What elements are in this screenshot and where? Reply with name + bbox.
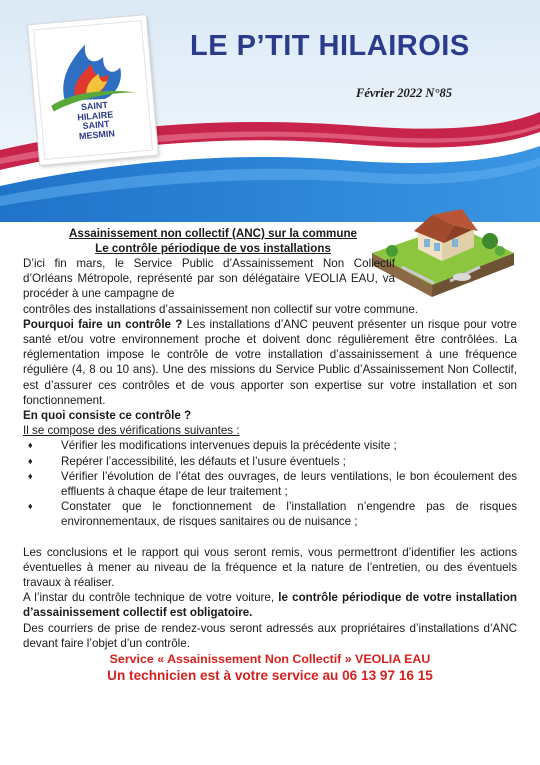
diamond-bullet-icon: ♦ bbox=[28, 440, 33, 451]
mail-paragraph: Des courriers de prise de rendez-vous seront adressés aux propriétaires d’installations d’ANC devant faire l’objet d’un contrôle. bbox=[23, 621, 517, 650]
spacer bbox=[23, 530, 517, 545]
town-logo bbox=[28, 15, 158, 165]
obligation-statement: le contrôle périodique de votre installation d’assainissement collectif est obligatoire. bbox=[23, 591, 517, 620]
obligation-lead: A l’instar du contrôle technique de votre voiture, bbox=[23, 591, 279, 605]
diamond-bullet-icon: ♦ bbox=[28, 470, 33, 481]
logo-line: SAINT bbox=[80, 99, 109, 113]
checks-list bbox=[23, 438, 517, 529]
logo-line: SAINT bbox=[82, 118, 110, 132]
list-item bbox=[23, 499, 517, 529]
issue-date: Février 2022 N°85 bbox=[356, 86, 452, 100]
article-title: Assainissement non collectif (ANC) sur la commune bbox=[69, 227, 357, 240]
why-question: Pourquoi faire un contrôle ? bbox=[23, 317, 183, 331]
list-item-text: Vérifier l’évolution de l’état des ouvrages, de leurs ventilations, le bon écoulement des effluents à chaque étape de leur traitement ; bbox=[61, 469, 517, 499]
list-item-text: Constater que le fonctionnement de l’installation n’engendre pas de risques environnementaux, de risques sanitaires ou de nuisance ; bbox=[61, 500, 517, 529]
service-name: Service « Assainissement Non Collectif » VEOLIA EAU bbox=[109, 652, 431, 667]
intro-paragraph: D’ici fin mars, le Service Public d’Assainissement Non Collectif d’Orléans Métropole, représenté par son délégataire VEOLIA EAU, va procéder à une campagne de bbox=[23, 257, 395, 301]
intro-continuation: contrôles des installations d’assainissement non collectif sur votre commune. bbox=[23, 302, 419, 316]
article-body bbox=[23, 226, 517, 684]
masthead-title: LE P’TIT HILAIROIS bbox=[190, 30, 470, 62]
article-subtitle: Le contrôle périodique de vos installations bbox=[95, 242, 331, 255]
conclusions-paragraph: Les conclusions et le rapport qui vous seront remis, vous permettront d’identifier les actions éventuelles à mener au niveau de la fréquence et la nature de l’entretien, ou des éventuels travaux à réaliser. bbox=[23, 545, 517, 590]
logo-line: HILAIRE bbox=[76, 108, 114, 122]
what-question: En quoi consiste ce contrôle ? bbox=[23, 409, 192, 423]
list-item bbox=[23, 469, 517, 499]
diamond-bullet-icon: ♦ bbox=[28, 501, 33, 512]
why-answer: Les installations d’ANC peuvent présenter un risque pour votre santé et/ou votre environnement proche et doivent donc régulièrement être contrôlées. La réglementation impose le contrôle de votre installation d’assainissement à une fréquence régulière (4, 8 ou 10 ans). Une des missions du Service Public d’Assainissement Non Collectif, est d’assurer ces contrôles et de vous apporter son expertise sur votre installation et son fonctionnement. bbox=[23, 317, 517, 407]
checks-intro: Il se compose des vérifications suivantes : bbox=[23, 424, 240, 438]
obligation-paragraph bbox=[23, 590, 517, 620]
diamond-bullet-icon: ♦ bbox=[28, 455, 33, 466]
list-item-text: Vérifier les modifications intervenues depuis la précédente visite ; bbox=[61, 439, 397, 453]
newsletter-header bbox=[0, 0, 540, 222]
logo-line: MESMIN bbox=[78, 127, 116, 141]
list-item-text: Repérer l’accessibilité, les défauts et l’usure éventuels ; bbox=[61, 454, 346, 468]
list-item bbox=[23, 454, 517, 469]
list-item bbox=[23, 438, 517, 453]
why-paragraph bbox=[23, 317, 517, 408]
service-phone: Un technicien est à votre service au 06 13 97 16 15 bbox=[107, 667, 433, 683]
